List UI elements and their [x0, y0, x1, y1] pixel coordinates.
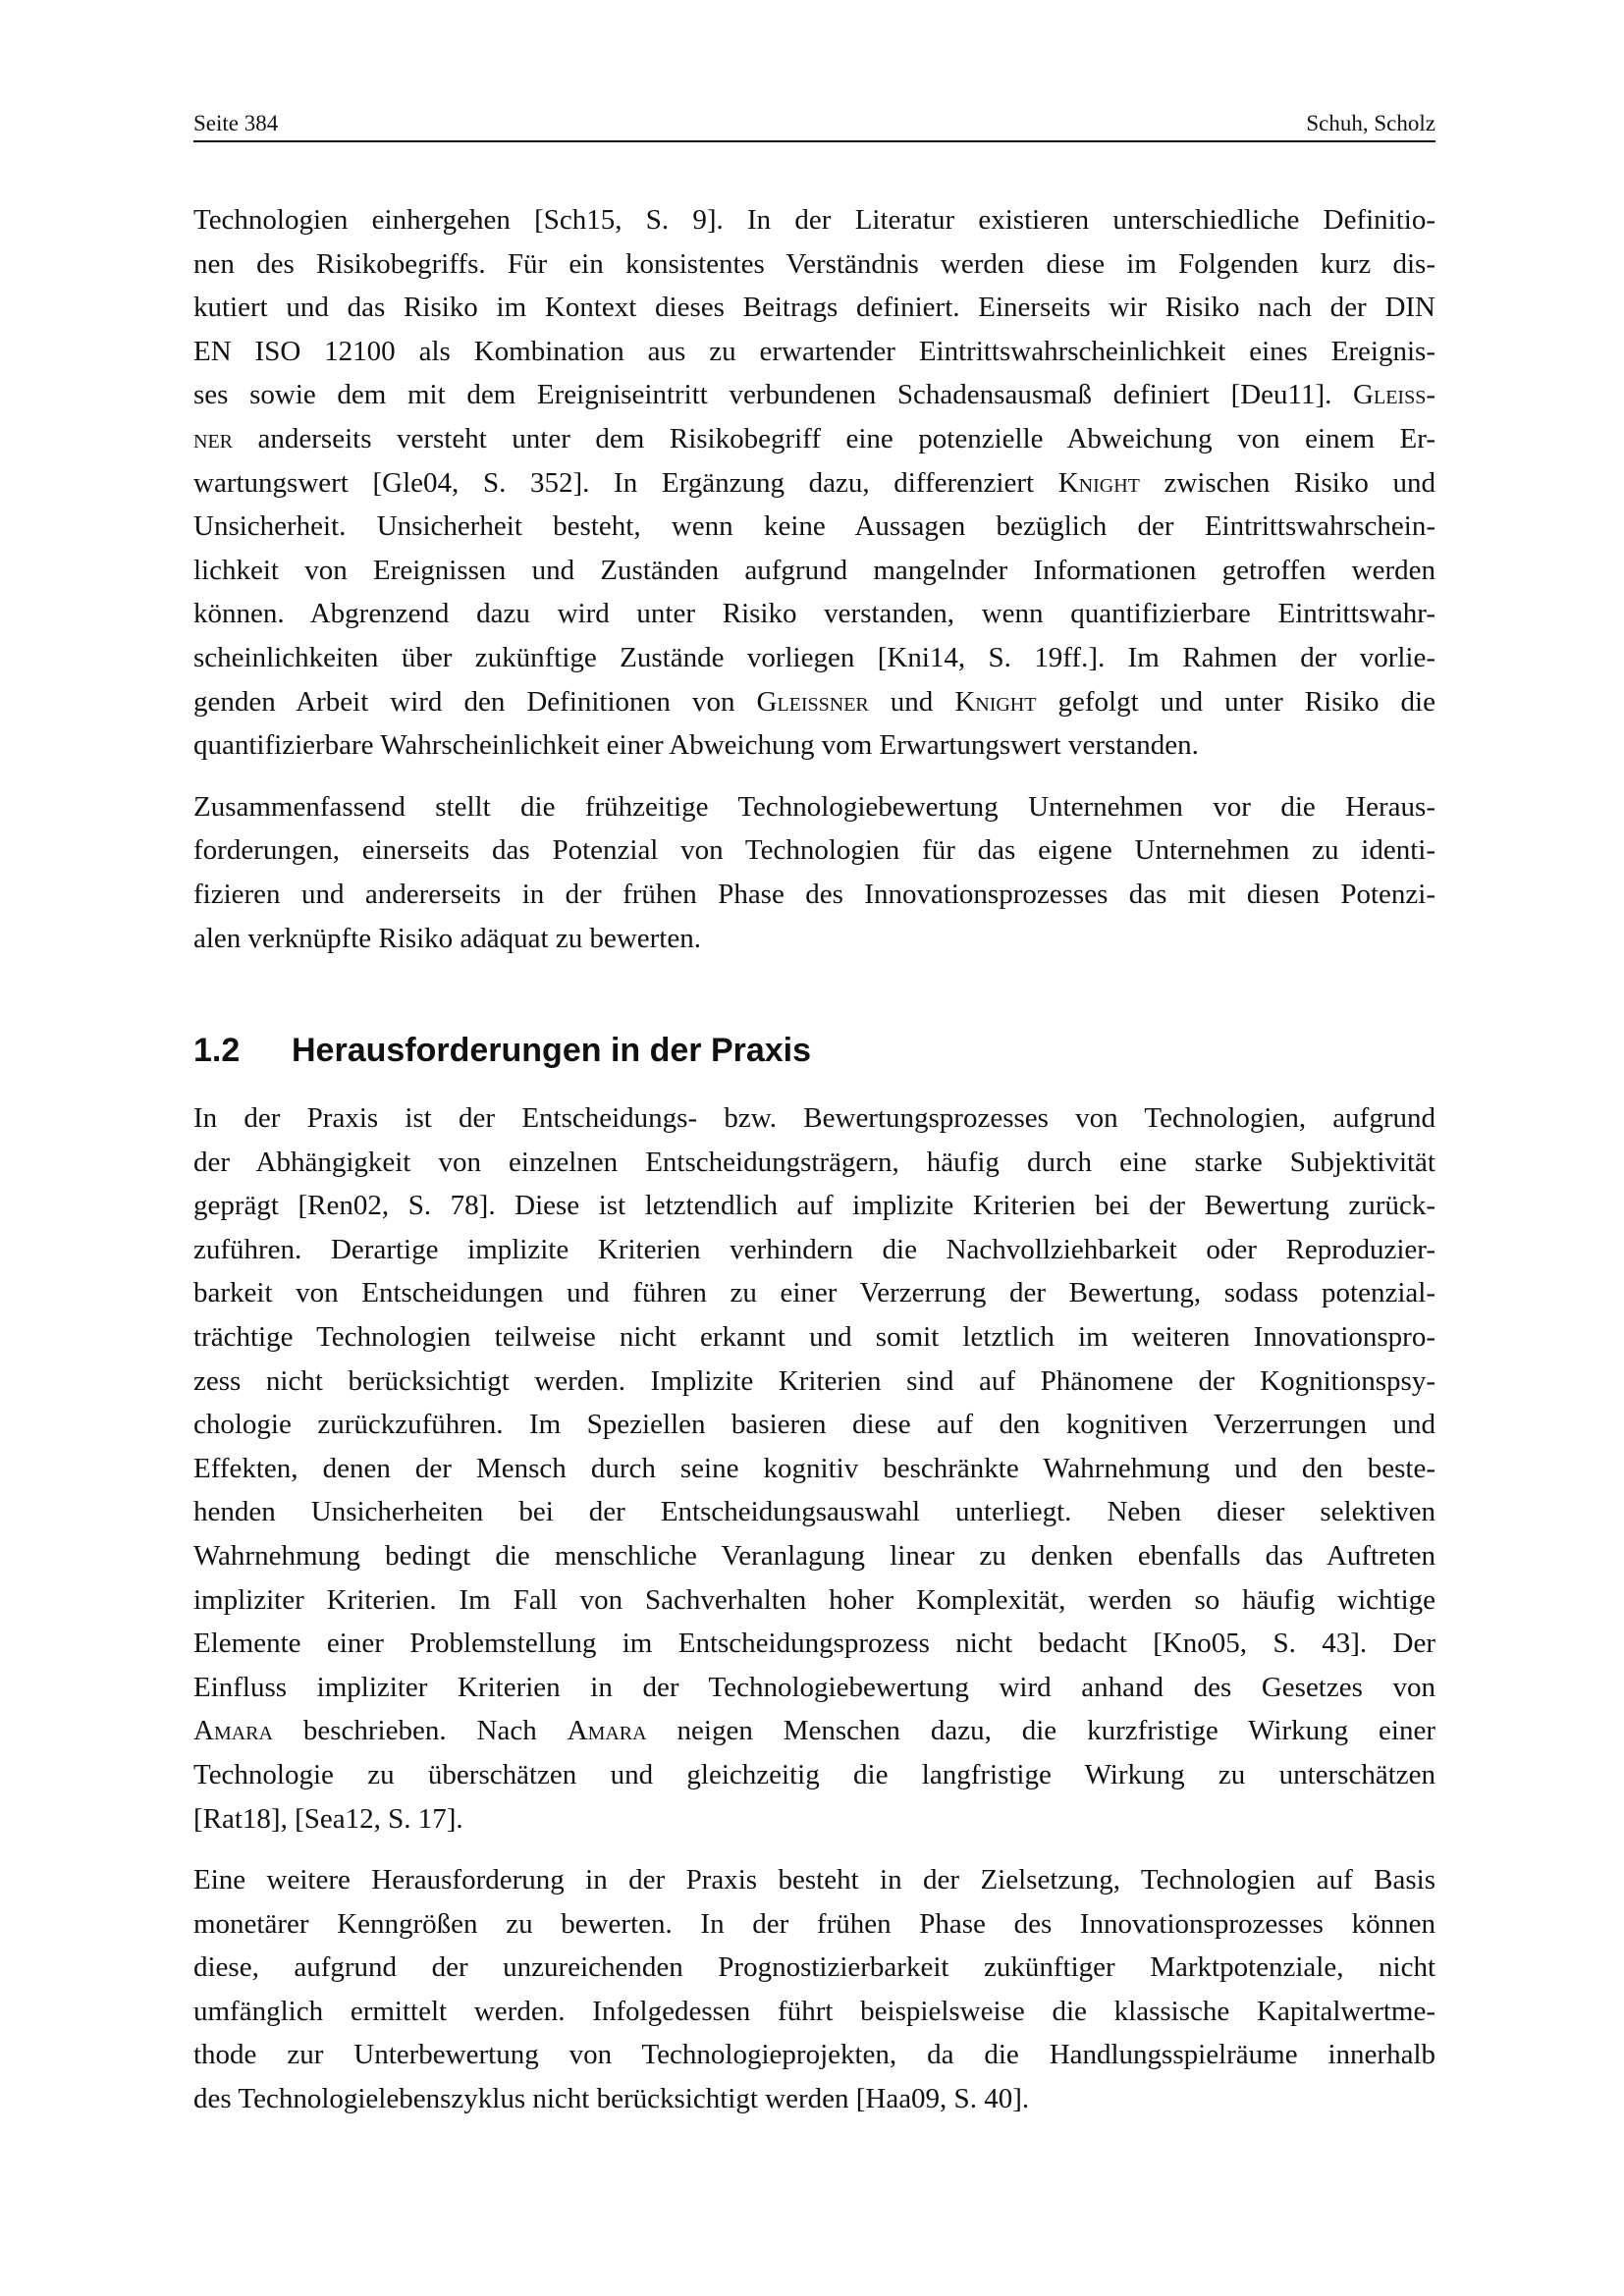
author-name-smallcaps: Knight: [1057, 466, 1140, 499]
text-line: Effekten, denen der Mensch durch seine kognitiv beschränkte Wahrnehmung und den beste-: [193, 1452, 1435, 1484]
text-line: forderungen, einerseits das Potenzial von Technologien für das eigene Unternehmen zu identi-: [193, 834, 1435, 867]
text-line: zess nicht berücksichtigt werden. Implizite Kriterien sind auf Phänomene der Kognitionspsy-: [193, 1364, 1435, 1397]
text-line: EN ISO 12100 als Kombination aus zu erwartender Eintrittswahrscheinlichkeit eines Ereignis-: [193, 335, 1435, 367]
text-line: Elemente einer Problemstellung im Entscheidungsprozess nicht bedacht [Kno05, S. 43]. Der: [193, 1628, 1435, 1660]
text-line: monetärer Kenngrößen zu bewerten. In der frühen Phase des Innovationsprozesses können: [193, 1907, 1435, 1940]
text-line: lichkeit von Ereignissen und Zuständen aufgrund mangelnder Informationen getroffen werden: [193, 554, 1435, 586]
text-line: ner anderseits versteht unter dem Risikobegriff eine potenzielle Abweichung von einem Er-: [193, 422, 1435, 454]
page-number-label: Seite 384: [193, 111, 279, 135]
text-line: scheinlichkeiten über zukünftige Zustände vorliegen [Kni14, S. 19ff.]. Im Rahmen der vorlie-: [193, 641, 1435, 673]
text-line: thode zur Unterbewertung von Technologieprojekten, da die Handlungsspielräume innerhalb: [193, 2039, 1435, 2071]
text-line: genden Arbeit wird den Definitionen von Gleißner und Knight gefolgt und unter Risiko die: [193, 685, 1435, 718]
paragraph-subjectivity: [193, 1096, 1435, 1841]
author-name-smallcaps: Amara: [567, 1715, 647, 1747]
author-name-smallcaps: Gleiß-: [1353, 379, 1435, 411]
text-line: In der Praxis ist der Entscheidungs- bzw. Bewertungsprozesses von Technologien, aufgrund: [193, 1102, 1435, 1134]
text-line: ses sowie dem mit dem Ereigniseintritt verbundenen Schadensausmaß definiert [Deu11]. Gleiß-: [193, 379, 1435, 411]
paragraph-monetary-evaluation: [193, 1858, 1435, 2121]
text-line: Wahrnehmung bedingt die menschliche Veranlagung linear zu denken ebenfalls das Auftreten: [193, 1539, 1435, 1572]
paragraph-summary: [193, 785, 1435, 960]
text-line: geprägt [Ren02, S. 78]. Diese ist letztendlich auf implizite Kriterien bei der Bewertung zurück-: [193, 1190, 1435, 1222]
text-line: quantifizierbare Wahrscheinlichkeit einer Abweichung vom Erwartungswert verstanden.: [193, 729, 1199, 762]
section-number: 1.2: [193, 1032, 241, 1069]
text-line: zuführen. Derartige implizite Kriterien verhindern die Nachvollziehbarkeit oder Reproduzier-: [193, 1233, 1435, 1265]
text-line: umfänglich ermittelt werden. Infolgedessen führt beispielsweise die klassische Kapitalwertme-: [193, 1995, 1435, 2027]
text-line: Zusammenfassend stellt die frühzeitige Technologiebewertung Unternehmen vor die Heraus-: [193, 790, 1435, 823]
text-line: wartungswert [Gle04, S. 352]. In Ergänzung dazu, differenziert Knight zwischen Risiko und: [193, 466, 1435, 499]
text-line: henden Unsicherheiten bei der Entscheidungsauswahl unterliegt. Neben dieser selektiven: [193, 1496, 1435, 1528]
text-line: Amara beschrieben. Nach Amara neigen Menschen dazu, die kurzfristige Wirkung einer: [193, 1715, 1435, 1747]
text-line: alen verknüpfte Risiko adäquat zu bewerten.: [193, 922, 701, 954]
author-name-smallcaps: ner: [193, 422, 233, 454]
section-title: Herausforderungen in der Praxis: [292, 1032, 812, 1069]
text-line: Einfluss impliziter Kriterien in der Technologiebewertung wird anhand des Gesetzes von: [193, 1671, 1435, 1703]
text-line: impliziter Kriterien. Im Fall von Sachverhalten hoher Komplexität, werden so häufig wichtige: [193, 1583, 1435, 1616]
text-line: kutiert und das Risiko im Kontext dieses Beitrags definiert. Einerseits wir Risiko nach der DIN: [193, 292, 1435, 324]
text-line: chologie zurückzuführen. Im Speziellen basieren diese auf den kognitiven Verzerrungen und: [193, 1409, 1435, 1441]
text-line: barkeit von Entscheidungen und führen zu einer Verzerrung der Bewertung, sodass potenzial-: [193, 1277, 1435, 1309]
text-line: fizieren und andererseits in der frühen Phase des Innovationsprozesses das mit diesen Potenzi-: [193, 878, 1435, 910]
author-names: Schuh, Scholz: [1306, 111, 1435, 135]
text-line: [Rat18], [Sea12, S. 17].: [193, 1802, 463, 1835]
body-text-after-section: [193, 1096, 1435, 2139]
section-heading: [193, 1029, 1435, 1072]
text-line: diese, aufgrund der unzureichenden Prognostizierbarkeit zukünftiger Marktpotenziale, nicht: [193, 1951, 1435, 1984]
text-line: des Technologielebenszyklus nicht berücksichtigt werden [Haa09, S. 40].: [193, 2083, 1030, 2115]
text-line: können. Abgrenzend dazu wird unter Risiko verstanden, wenn quantifizierbare Eintrittswahr-: [193, 598, 1435, 630]
author-name-smallcaps: Knight: [954, 685, 1037, 718]
text-line: Unsicherheit. Unsicherheit besteht, wenn keine Aussagen bezüglich der Eintrittswahrschein-: [193, 510, 1435, 543]
text-line: nen des Risikobegriffs. Für ein konsistentes Verständnis werden diese im Folgenden kurz dis-: [193, 247, 1435, 280]
paragraph-risk-definition: [193, 198, 1435, 768]
body-text-before-section: [193, 198, 1435, 978]
author-name-smallcaps: Gleißner: [756, 685, 869, 718]
text-line: der Abhängigkeit von einzelnen Entscheidungsträgern, häufig durch eine starke Subjektivität: [193, 1146, 1435, 1178]
text-line: Technologie zu überschätzen und gleichzeitig die langfristige Wirkung zu unterschätzen: [193, 1758, 1435, 1790]
author-name-smallcaps: Amara: [193, 1715, 273, 1747]
text-line: Eine weitere Herausforderung in der Praxis besteht in der Zielsetzung, Technologien auf Basis: [193, 1864, 1435, 1896]
text-line: trächtige Technologien teilweise nicht erkannt und somit letztlich im weiteren Innovationspro-: [193, 1320, 1435, 1353]
text-line: Technologien einhergehen [Sch15, S. 9]. In der Literatur existieren unterschiedliche Definitio-: [193, 204, 1435, 236]
running-header: [193, 110, 1435, 142]
